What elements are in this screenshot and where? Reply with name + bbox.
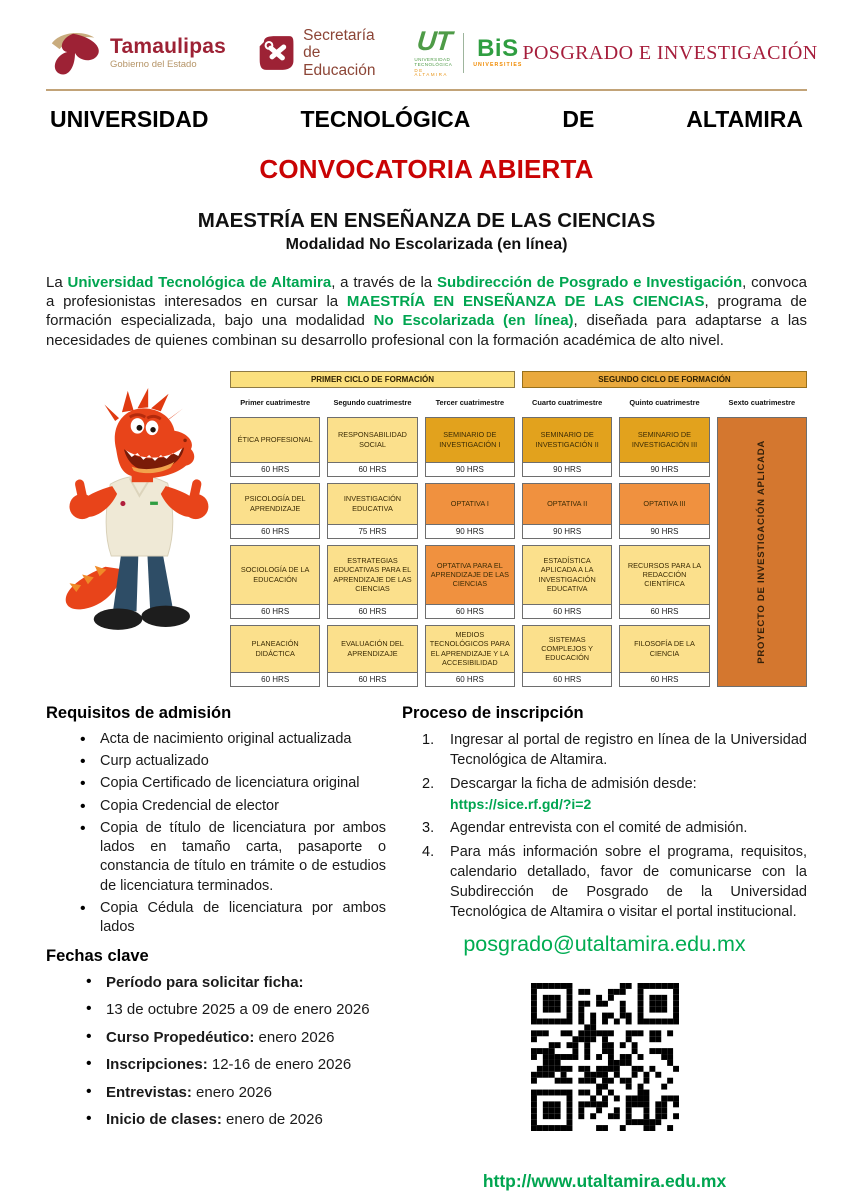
admission-item: • Curp actualizado (76, 752, 386, 771)
course-cell: MEDIOS TECNOLÓGICOS PARA EL APRENDIZAJE Y LA ACCESIBILIDAD 60 HRS (425, 625, 515, 687)
process-list (402, 730, 807, 922)
secretaria-line2: de Educación (303, 44, 376, 79)
university-title-word: TECNOLÓGICA (300, 106, 471, 132)
process-heading: Proceso de inscripción (402, 703, 584, 722)
course-cell: SOCIOLOGÍA DE LA EDUCACIÓN 60 HRS (230, 545, 320, 619)
department-title: POSGRADO E INVESTIGACIÓN (522, 41, 818, 64)
tamaulipas-wordmark: Tamaulipas (110, 35, 226, 59)
program-title: MAESTRÍA EN ENSEÑANZA DE LAS CIENCIAS (197, 209, 656, 232)
quarter-header: Quinto cuatrimestre (629, 397, 700, 407)
course-cell: SEMINARIO DE INVESTIGACIÓN I 90 HRS (425, 417, 515, 477)
key-dates-list (46, 973, 386, 1130)
curriculum-map (230, 371, 807, 687)
course-cell: OPTATIVA II 90 HRS (522, 483, 612, 539)
university-title-word: UNIVERSIDAD (50, 106, 209, 132)
right-column (396, 704, 807, 1192)
tamaulipas-bird-icon (46, 26, 104, 80)
course-cell: PSICOLOGÍA DEL APRENDIZAJE 60 HRS (230, 483, 320, 539)
logo-divider (463, 33, 464, 73)
intro-highlight: MAESTRÍA EN ENSEÑANZA DE LAS CIENCIAS (346, 293, 705, 311)
university-title-word: DE (562, 106, 595, 132)
admission-list (46, 730, 386, 938)
header-rule (46, 89, 807, 91)
key-date-item: • Inscripciones: 12-16 de enero 2026 (82, 1055, 386, 1075)
ut-bis-logo (414, 28, 522, 77)
crossed-pencils-icon (258, 31, 295, 75)
intro-highlight: Subdirección de Posgrado e Investigación (436, 274, 743, 291)
course-cell: ESTRATEGIAS EDUCATIVAS PARA EL APRENDIZAJE DE LAS CIENCIAS 60 HRS (327, 545, 417, 619)
key-date-item: • 13 de octubre 2025 a 09 de enero 2026 (82, 1000, 386, 1020)
admission-item: • Copia de título de licenciatura por ambos lados en tamaño carta, pasaporte o constancia de título en trámite o de estudios de licenciatura terminados. (76, 819, 386, 896)
admission-item: • Copia Cédula de licenciatura por ambos lados (76, 899, 386, 938)
modality-subtitle: Modalidad No Escolarizada (en línea) (285, 236, 568, 253)
quarter-header: Tercer cuatrimestre (435, 397, 505, 407)
course-cell: OPTATIVA PARA EL APRENDIZAJE DE LAS CIENCIAS 60 HRS (425, 545, 515, 619)
course-cell: OPTATIVA III 90 HRS (619, 483, 709, 539)
bis-caption: UNIVERSITIES (473, 62, 523, 69)
quarter-header: Primer cuatrimestre (240, 397, 311, 407)
process-step: Para más información sobre el programa, requisitos, calendario detallado, favor de comunicarse con la Subdirección de Posgrado de la Universidad Tecnológica de Altamira o visitar el portal institucional. (450, 844, 807, 921)
university-title (50, 106, 803, 133)
intro-text: , diseñada para adaptarse a las necesidades de quienes combinan su desarrollo profesional con la formación académica de alto nivel. (46, 312, 807, 349)
course-cell: ESTADÍSTICA APLICADA A LA INVESTIGACIÓN EDUCATIVA 60 HRS (522, 545, 612, 619)
contact-email-link[interactable]: posgrado@utaltamira.edu.mx (463, 932, 746, 957)
open-call-title: CONVOCATORIA ABIERTA (259, 154, 594, 184)
left-column (46, 704, 396, 1192)
dragon-mascot-image (52, 387, 222, 638)
course-cell: ÉTICA PROFESIONAL 60 HRS (230, 417, 320, 477)
ut-wordmark: UT (414, 26, 453, 57)
intro-text: , a través de la (331, 274, 437, 291)
process-step: Agendar entrevista con el comité de admisión. (450, 820, 748, 837)
qr-code (531, 983, 679, 1131)
admission-item: • Copia Certificado de licenciatura original (76, 774, 386, 793)
process-step: Ingresar al portal de registro en línea de la Universidad Tecnológica de Altamira. (450, 731, 807, 768)
intro-text: La (46, 274, 68, 291)
secretaria-line1: Secretaría (303, 26, 375, 44)
header (46, 22, 818, 84)
intro-text: , programa de formación especializada, bajo una modalidad (46, 293, 808, 330)
key-dates-heading: Fechas clave (46, 946, 149, 965)
quarter-header: Sexto cuatrimestre (728, 397, 796, 407)
course-cell: EVALUACIÓN DEL APRENDIZAJE 60 HRS (327, 625, 417, 687)
course-cell: SISTEMAS COMPLEJOS Y EDUCACIÓN 60 HRS (522, 625, 612, 687)
course-cell: FILOSOFÍA DE LA CIENCIA 60 HRS (619, 625, 709, 687)
cycle-banner: SEGUNDO CICLO DE FORMACIÓN (522, 371, 807, 388)
course-cell: PLANEACIÓN DIDÁCTICA 60 HRS (230, 625, 320, 687)
tamaulipas-subtitle: Gobierno del Estado (110, 59, 197, 71)
quarter-header: Segundo cuatrimestre (333, 397, 412, 407)
admission-item: • Copia Credencial de elector (76, 797, 386, 816)
key-date-item: • Inicio de clases: enero de 2026 (82, 1110, 386, 1130)
course-cell: RESPONSABILIDAD SOCIAL 60 HRS (327, 417, 417, 477)
course-cell: SEMINARIO DE INVESTIGACIÓN II 90 HRS (522, 417, 612, 477)
admission-item: • Acta de nacimiento original actualizada (76, 730, 386, 749)
ut-caption-line1: UNIVERSIDAD TECNOLÓGICA (414, 57, 453, 67)
key-date-item: • Curso Propedéutico: enero 2026 (82, 1028, 386, 1048)
details-section (46, 704, 807, 1192)
website-link[interactable]: http://www.utaltamira.edu.mx (482, 1171, 727, 1192)
key-date-item: • Período para solicitar ficha: (82, 973, 386, 993)
process-step: Descargar la ficha de admisión desde: https://sice.rf.gd/?i=2 (418, 774, 807, 814)
capstone-cell: PROYECTO DE INVESTIGACIÓN APLICADA (717, 417, 807, 687)
cycle-banner: PRIMER CICLO DE FORMACIÓN (230, 371, 515, 388)
intro-highlight: No Escolarizada (en línea) (373, 312, 574, 330)
key-date-item: • Entrevistas: enero 2026 (82, 1083, 386, 1103)
course-cell: INVESTIGACIÓN EDUCATIVA 75 HRS (327, 483, 417, 539)
secretaria-logo (258, 27, 382, 79)
intro-paragraph (46, 273, 807, 350)
university-title-word: ALTAMIRA (686, 106, 803, 132)
admission-form-link[interactable]: https://sice.rf.gd/?i=2 (450, 795, 592, 812)
course-cell: OPTATIVA I 90 HRS (425, 483, 515, 539)
admission-heading: Requisitos de admisión (46, 703, 232, 722)
tamaulipas-logo (46, 26, 226, 80)
ut-caption-line2: DE ALTAMIRA (414, 67, 448, 78)
intro-highlight: Universidad Tecnológica de Altamira (67, 274, 332, 291)
bis-wordmark: BiS (477, 35, 519, 63)
intro-text: , convoca a profesionistas interesados en cursar la (46, 274, 807, 311)
course-cell: SEMINARIO DE INVESTIGACIÓN III 90 HRS (619, 417, 709, 477)
curriculum-section (46, 371, 807, 687)
quarter-header: Cuarto cuatrimestre (532, 397, 603, 407)
course-cell: RECURSOS PARA LA REDACCIÓN CIENTÍFICA 60 HRS (619, 545, 709, 619)
